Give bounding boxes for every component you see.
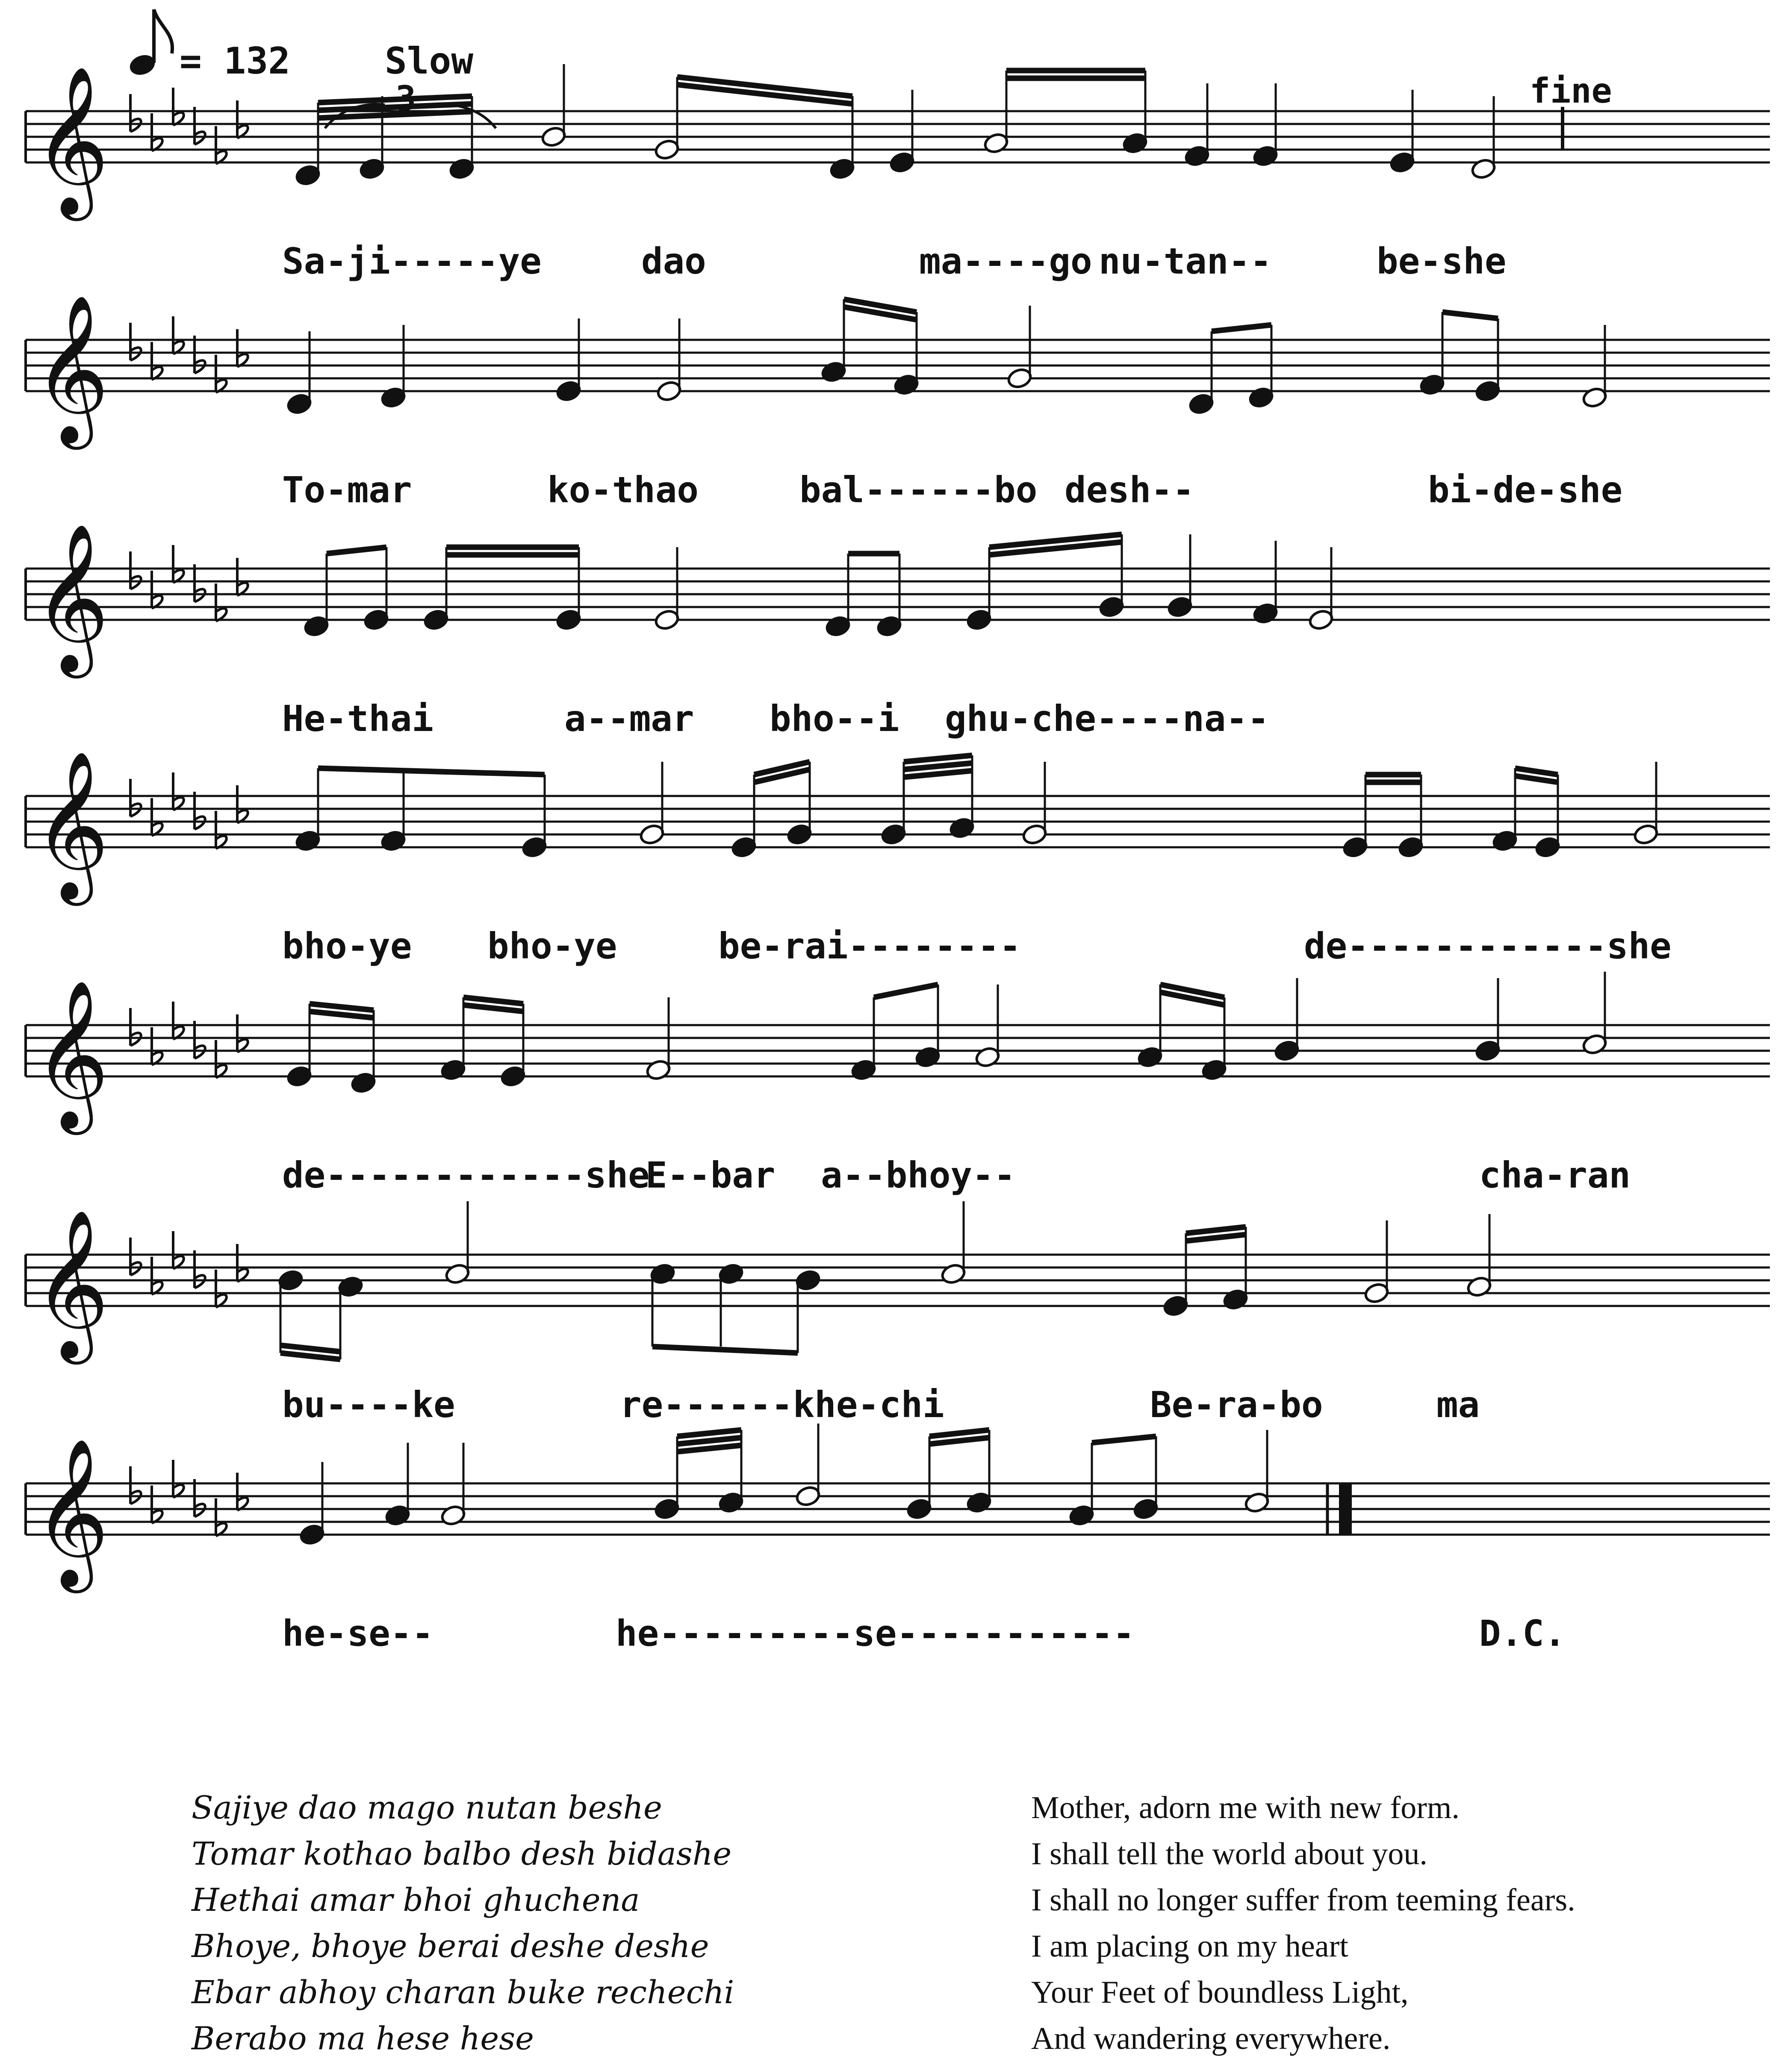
lyric-syllable: E--bar bbox=[646, 1154, 776, 1196]
lyric-syllable: nu-tan-- bbox=[1099, 240, 1272, 282]
flat-icon bbox=[152, 342, 162, 380]
translation-line: I shall no longer suffer from teeming fears. bbox=[1031, 1883, 1575, 1918]
flat-icon bbox=[130, 779, 141, 816]
flat-icon bbox=[216, 355, 227, 392]
staff-system bbox=[26, 294, 1770, 511]
beam bbox=[929, 1438, 989, 1444]
staff-system bbox=[26, 522, 1770, 740]
beam bbox=[677, 1445, 741, 1452]
lyric-syllable: a--bhoy-- bbox=[821, 1154, 1016, 1196]
flat-icon bbox=[195, 564, 205, 602]
lyric-syllable: cha-ran bbox=[1479, 1154, 1631, 1196]
fine-label: fine bbox=[1530, 71, 1612, 111]
beam bbox=[652, 1347, 798, 1353]
eighth-note-icon bbox=[127, 9, 172, 78]
lyric-syllable: he-se-- bbox=[282, 1612, 434, 1654]
transliteration-block bbox=[192, 1785, 734, 2062]
dc-label: D.C. bbox=[1479, 1612, 1566, 1654]
tempo-value: = 132 bbox=[180, 40, 290, 83]
lyric-syllable: bi-de-she bbox=[1428, 469, 1623, 511]
staff-system bbox=[26, 972, 1770, 1196]
flat-icon bbox=[195, 336, 205, 373]
tempo-marking-text: Slow bbox=[385, 40, 474, 83]
treble-clef-icon: 𝄞 bbox=[33, 979, 109, 1128]
flat-icon bbox=[130, 94, 141, 132]
transliteration-line: Bhoye, bhoye berai deshe deshe bbox=[192, 1928, 709, 1965]
flat-icon bbox=[130, 1008, 141, 1046]
beam bbox=[904, 771, 972, 777]
beam bbox=[310, 1011, 374, 1018]
beam bbox=[1515, 768, 1558, 775]
flat-icon bbox=[237, 785, 248, 823]
beam bbox=[677, 1430, 741, 1436]
lyric-syllable: To-mar bbox=[282, 469, 412, 511]
flat-icon bbox=[152, 1257, 162, 1294]
beam bbox=[318, 96, 472, 103]
flat-icon bbox=[173, 545, 184, 583]
lyric-syllable: bho--i bbox=[770, 698, 899, 740]
transliteration-line: Tomar kothao balbo desh bidashe bbox=[192, 1836, 732, 1872]
staff-system bbox=[26, 750, 1770, 967]
flat-icon bbox=[195, 107, 205, 144]
staff-system bbox=[26, 64, 1770, 282]
lyric-syllable: he---------se----------- bbox=[616, 1612, 1135, 1654]
flat-icon bbox=[195, 792, 205, 829]
flat-icon bbox=[216, 1040, 227, 1078]
flat-icon bbox=[237, 100, 248, 138]
flat-icon bbox=[152, 1485, 162, 1523]
flat-icon bbox=[173, 88, 184, 125]
transliteration-line: Hethai amar bhoi ghuchena bbox=[192, 1882, 640, 1919]
treble-clef-icon: 𝄞 bbox=[33, 65, 109, 214]
beam bbox=[929, 1430, 989, 1436]
flat-icon bbox=[216, 1498, 227, 1536]
lyric-syllable: Sa-ji-----ye bbox=[282, 240, 542, 282]
lyric-syllable: bho-ye bbox=[282, 925, 412, 967]
final-barline-thick bbox=[1339, 1483, 1352, 1535]
beam bbox=[280, 1353, 340, 1359]
flat-icon bbox=[130, 1466, 141, 1504]
beam bbox=[1186, 1235, 1246, 1241]
flat-icon bbox=[216, 811, 227, 849]
lyric-syllable: Be-ra-bo bbox=[1150, 1384, 1323, 1426]
treble-clef-icon: 𝄞 bbox=[33, 294, 109, 443]
lyric-syllable: desh-- bbox=[1065, 469, 1194, 511]
beam bbox=[1212, 325, 1271, 331]
beam bbox=[463, 997, 523, 1004]
beam bbox=[904, 755, 972, 762]
lyric-syllable: ma bbox=[1436, 1384, 1480, 1426]
flat-icon bbox=[130, 323, 141, 360]
lyric-syllable: bal------bo bbox=[799, 469, 1038, 511]
beam bbox=[904, 763, 972, 769]
staff-systems bbox=[26, 64, 1770, 1654]
beam bbox=[280, 1345, 340, 1352]
tempo-marking bbox=[127, 9, 473, 83]
flat-icon bbox=[216, 1270, 227, 1307]
lyric-syllable: de------------she bbox=[282, 1154, 650, 1196]
flat-icon bbox=[152, 798, 162, 836]
flat-icon bbox=[173, 1231, 184, 1269]
treble-clef-icon: 𝄞 bbox=[33, 750, 109, 899]
triplet-label: 3 bbox=[395, 79, 416, 118]
lyric-syllable: be-she bbox=[1377, 240, 1507, 282]
lyric-syllable: be-rai-------- bbox=[718, 925, 1021, 967]
staff-system bbox=[26, 1424, 1770, 1654]
flat-icon bbox=[173, 316, 184, 354]
flat-icon bbox=[195, 1250, 205, 1288]
flat-icon bbox=[152, 113, 162, 151]
flat-icon bbox=[152, 571, 162, 608]
flat-icon bbox=[195, 1021, 205, 1058]
translation-line: Your Feet of boundless Light, bbox=[1031, 1975, 1409, 2010]
flat-icon bbox=[130, 1238, 141, 1275]
flat-icon bbox=[173, 772, 184, 810]
transliteration-line: Sajiye dao mago nutan beshe bbox=[192, 1789, 662, 1826]
beam bbox=[318, 768, 545, 775]
beam bbox=[327, 547, 386, 554]
flat-icon bbox=[173, 1460, 184, 1497]
lyric-syllable: a--mar bbox=[564, 698, 694, 740]
transliteration-line: Berabo ma hese hese bbox=[192, 2020, 534, 2057]
translation-line: I am placing on my heart bbox=[1031, 1929, 1348, 1964]
staff-system bbox=[26, 1201, 1770, 1426]
lyric-syllable: dao bbox=[641, 240, 706, 282]
beam bbox=[874, 984, 938, 997]
lyric-syllable: re------khe-chi bbox=[620, 1384, 944, 1426]
flat-icon bbox=[237, 1014, 248, 1052]
treble-clef-icon: 𝄞 bbox=[33, 522, 109, 672]
transliteration-line: Ebar abhoy charan buke rechechi bbox=[192, 1974, 734, 2011]
flat-icon bbox=[130, 551, 141, 589]
flat-icon bbox=[216, 584, 227, 621]
beam bbox=[463, 1005, 523, 1011]
beam bbox=[310, 1004, 374, 1010]
lyric-syllable: bu----ke bbox=[282, 1384, 455, 1426]
beam bbox=[1515, 776, 1558, 782]
flat-icon bbox=[195, 1479, 205, 1517]
flat-icon bbox=[173, 1002, 184, 1039]
flat-icon bbox=[216, 126, 227, 164]
translation-line: I shall tell the world about you. bbox=[1031, 1836, 1427, 1872]
beam bbox=[1092, 1436, 1156, 1443]
translation-line: And wandering everywhere. bbox=[1031, 2021, 1391, 2056]
beam bbox=[677, 1438, 741, 1444]
lyric-syllable: He-thai bbox=[282, 698, 434, 740]
flat-icon bbox=[152, 1027, 162, 1065]
flat-icon bbox=[237, 1473, 248, 1510]
beam bbox=[1186, 1227, 1246, 1233]
flat-icon bbox=[237, 1244, 248, 1282]
lyric-syllable: de------------she bbox=[1304, 925, 1672, 967]
lyric-syllable: ghu-che----na-- bbox=[945, 698, 1269, 740]
flat-icon bbox=[237, 329, 248, 367]
english-translation-block bbox=[1031, 1785, 1575, 2062]
treble-clef-icon: 𝄞 bbox=[33, 1208, 109, 1358]
translation-line: Mother, adorn me with new form. bbox=[1031, 1790, 1460, 1825]
beam bbox=[1442, 312, 1498, 318]
treble-clef-icon: 𝄞 bbox=[33, 1437, 109, 1586]
lyric-syllable: ko-thao bbox=[547, 469, 699, 511]
lyric-syllable: ma----go bbox=[919, 240, 1092, 282]
flat-icon bbox=[237, 558, 248, 595]
lyric-syllable: bho-ye bbox=[487, 925, 617, 967]
